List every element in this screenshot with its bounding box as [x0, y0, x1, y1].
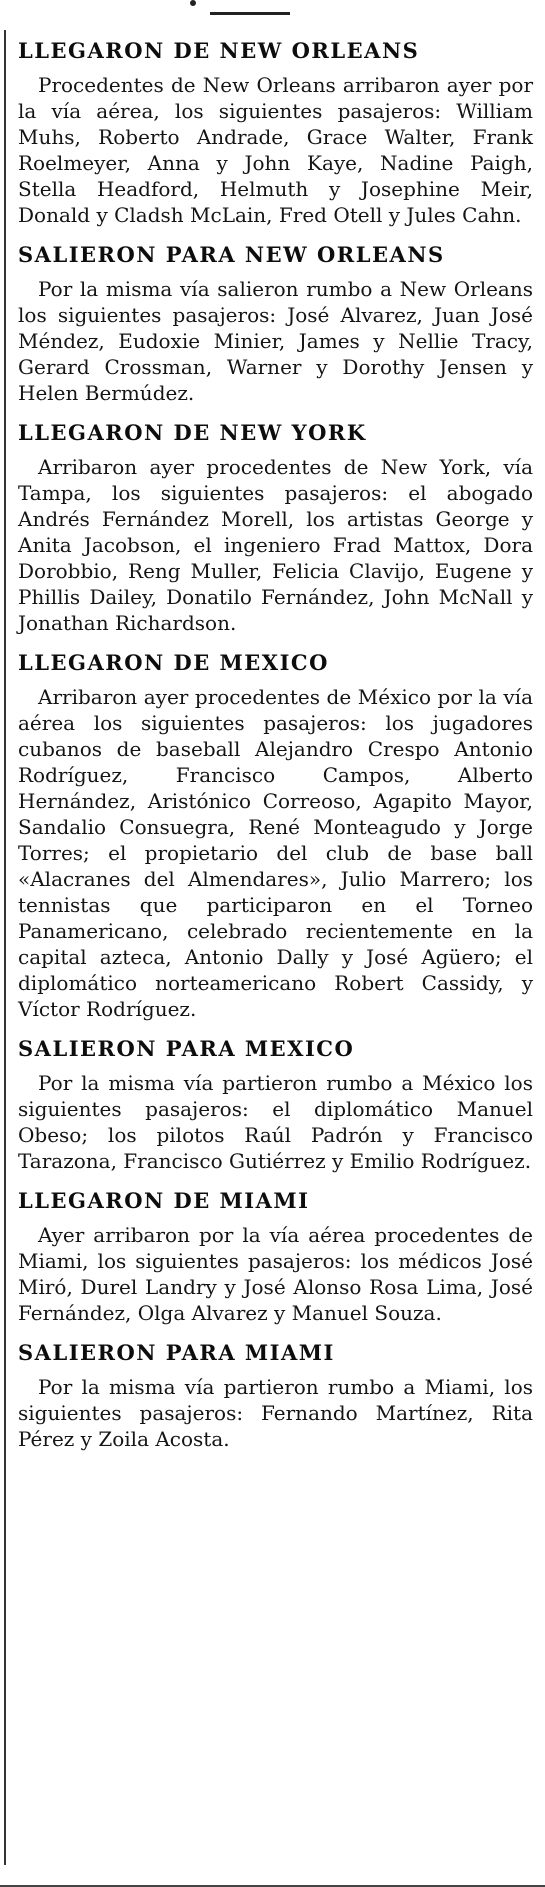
section-body: Procedentes de New Orleans arribaron ayer por la vía aérea, los siguientes pasajeros: William Muhs, Roberto Andrade, Grace Walter, Frank Roelmeyer, Anna y John Kaye, Nadine Paigh, Stella Headford, Helmuth y Josephine Meir, Donald y Cladsh McLain, Fred Otell y Jules Cahn. — [18, 73, 533, 227]
section-llegaron-new-york — [18, 420, 533, 636]
section-heading: LLEGARON DE MEXICO — [18, 650, 329, 675]
section-heading: SALIERON PARA MEXICO — [18, 1036, 355, 1061]
top-rule — [210, 12, 290, 15]
section-llegaron-new-orleans — [18, 38, 533, 228]
column-left-rule — [4, 30, 6, 1865]
section-body: Por la misma vía salieron rumbo a New Orleans los siguientes pasajeros: José Alvarez, Juan José Méndez, Eudoxie Minier, James y Nellie Tracy, Gerard Crossman, Warner y Dorothy Jensen y Helen Bermúdez. — [18, 277, 533, 405]
top-ornament-dot — [190, 0, 196, 6]
section-llegaron-miami — [18, 1188, 533, 1326]
section-heading: SALIERON PARA NEW ORLEANS — [18, 242, 445, 267]
section-body: Ayer arribaron por la vía aérea procedentes de Miami, los siguientes pasajeros: los médicos José Miró, Durel Landry y José Alonso Rosa Lima, José Fernández, Olga Alvarez y Manuel Souza. — [18, 1223, 533, 1325]
section-heading: LLEGARON DE MIAMI — [18, 1188, 310, 1213]
section-llegaron-mexico — [18, 650, 533, 1022]
section-body: Arribaron ayer procedentes de New York, vía Tampa, los siguientes pasajeros: el abogado Andrés Fernández Morell, los artistas George y Anita Jacobson, el ingeniero Frad Mattox, Dora Dorobbio, Reng Muller, Felicia Clavijo, Eugene y Phillis Dailey, Donatilo Fernández, John McNall y Jonathan Richardson. — [18, 455, 533, 635]
section-body: Arribaron ayer procedentes de México por la vía aérea los siguientes pasajeros: los jugadores cubanos de baseball Alejandro Crespo Antonio Rodríguez, Francisco Campos, Alberto Hernández, Aristónico Correoso, Agapito Mayor, Sandalio Consuegra, René Monteagudo y Jorge Torres; el propietario del club de base ball «Alacranes del Almendares», Julio Marrero; los tennistas que participaron en el Torneo Panamericano, celebrado recientemente en la capital azteca, Antonio Dally y José Agüero; el diplomático norteamericano Robert Cassidy, y Víctor Rodríguez. — [18, 685, 533, 1021]
section-body: Por la misma vía partieron rumbo a México los siguientes pasajeros: el diplomático Manuel Obeso; los pilotos Raúl Padrón y Francisco Tarazona, Francisco Gutiérrez y Emilio Rodríguez. — [18, 1071, 533, 1173]
section-heading: LLEGARON DE NEW ORLEANS — [18, 38, 420, 63]
section-salieron-mexico — [18, 1036, 533, 1174]
section-heading: SALIERON PARA MIAMI — [18, 1340, 335, 1365]
section-salieron-new-orleans — [18, 242, 533, 406]
section-body: Por la misma vía partieron rumbo a Miami, los siguientes pasajeros: Fernando Martínez, Rita Pérez y Zoila Acosta. — [18, 1375, 533, 1451]
section-salieron-miami — [18, 1340, 533, 1452]
section-heading: LLEGARON DE NEW YORK — [18, 420, 367, 445]
news-column — [18, 38, 533, 1466]
